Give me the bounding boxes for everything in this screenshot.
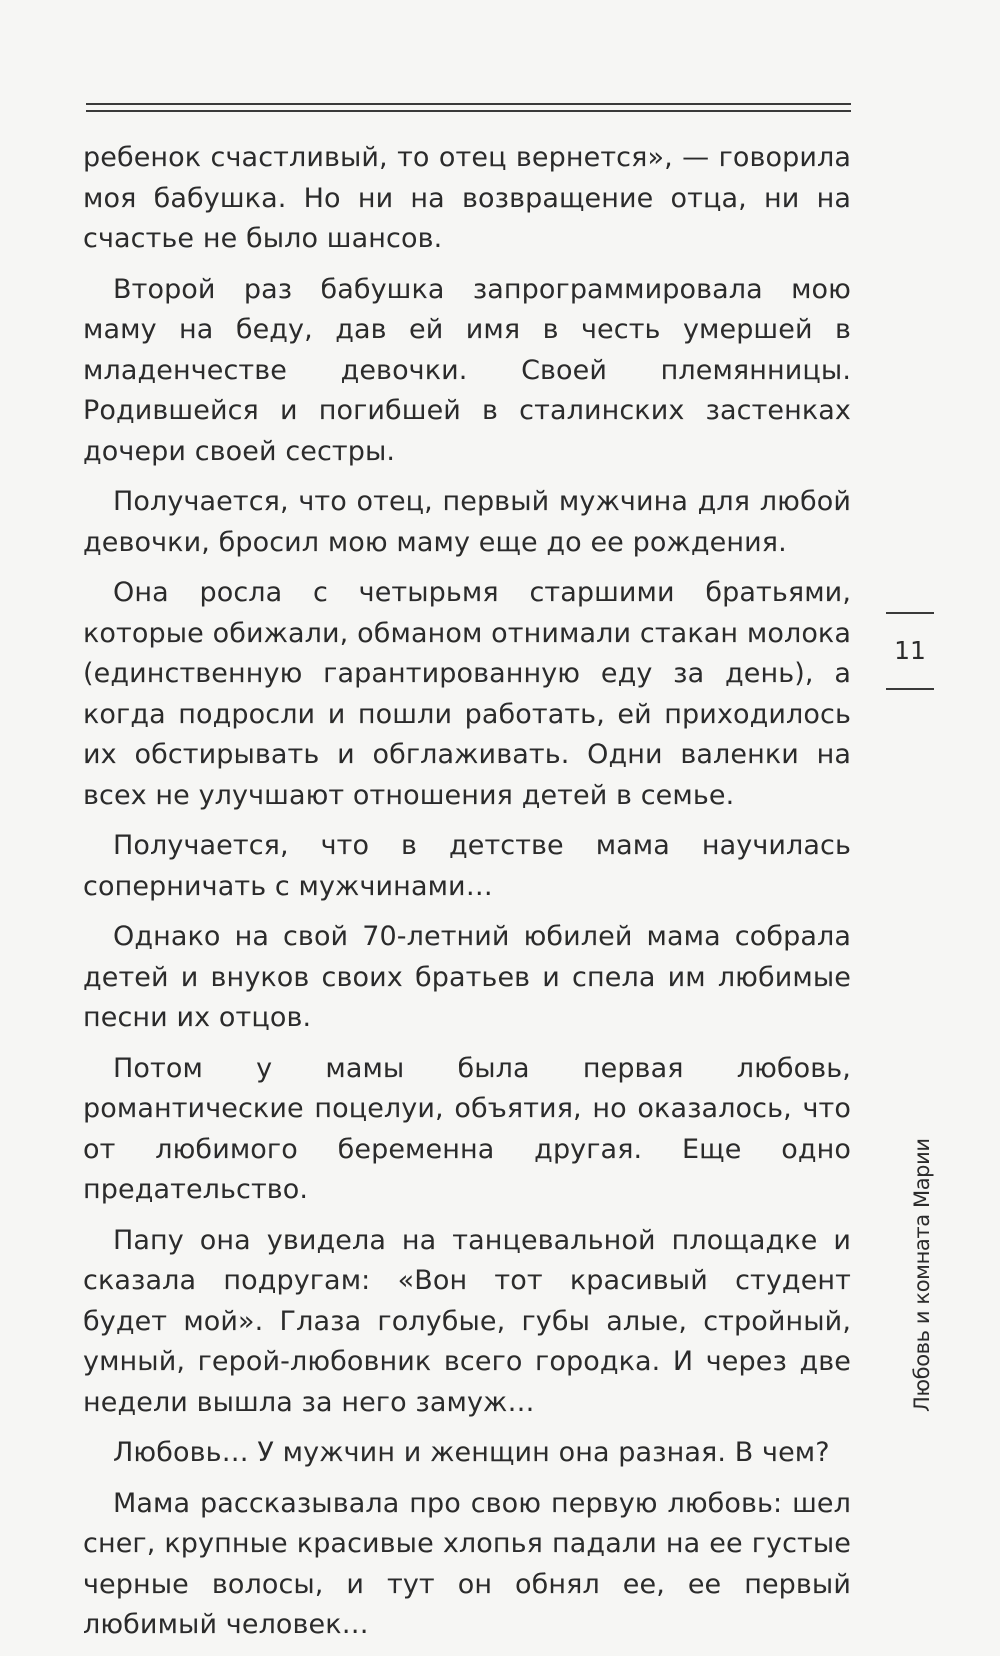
paragraph: ребенок счастливый, то отец вернется», — говорила моя бабушка. Но ни на возвращение отца, ни на счастье не было шансов. xyxy=(83,142,851,254)
page-marker xyxy=(886,612,934,690)
body-text xyxy=(83,138,851,1656)
header-rule-upper xyxy=(86,103,851,105)
paragraph: Потом у мамы была первая любовь, романтические поцелуи, объятия, но оказалось, что от любимого беременна другая. Еще одно предательство. xyxy=(83,1052,851,1205)
paragraph: Второй раз бабушка запрограммировала мою маму на беду, дав ей имя в честь умершей в младенчестве девочки. Своей племянницы. Родившейся и погибшей в сталинских застенках дочери своей сестры. xyxy=(83,273,851,467)
paragraph: Однако на свой 70-летний юбилей мама собрала детей и внуков своих братьев и спела им любимые песни их отцов. xyxy=(83,921,851,1033)
page-number: 11 xyxy=(894,636,926,665)
page-number-rule-bottom xyxy=(886,688,934,690)
paragraph: Получается, что отец, первый мужчина для любой девочки, бросил мою маму еще до ее рождения. xyxy=(83,486,851,558)
paragraph: Она росла с четырьмя старшими братьями, которые обижали, обманом отнимали стакан молока (единственную гарантированную еду за день), а когда подросли и пошли работать, ей приходилось их обстирывать и обглаживать. Одни валенки на всех не улучшают отношения детей в семье. xyxy=(83,577,851,811)
header-rule-lower xyxy=(86,110,851,112)
running-title: Любовь и комната Марии xyxy=(910,1138,934,1412)
paragraph: Получается, что в детстве мама научилась соперничать с мужчинами… xyxy=(83,830,851,902)
paragraph: Мама рассказывала про свою первую любовь: шел снег, крупные красивые хлопья падали на ее густые черные волосы, и тут он обнял ее, ее первый любимый человек… xyxy=(83,1487,851,1640)
paragraph: Любовь… У мужчин и женщин она разная. В чем? xyxy=(113,1437,830,1468)
paragraph: Папу она увидела на танцевальной площадке и сказала подругам: «Вон тот красивый студент будет мой». Глаза голубые, губы алые, стройный, умный, герой-любовник всего городка. И через две недели вышла за него замуж… xyxy=(83,1224,851,1418)
